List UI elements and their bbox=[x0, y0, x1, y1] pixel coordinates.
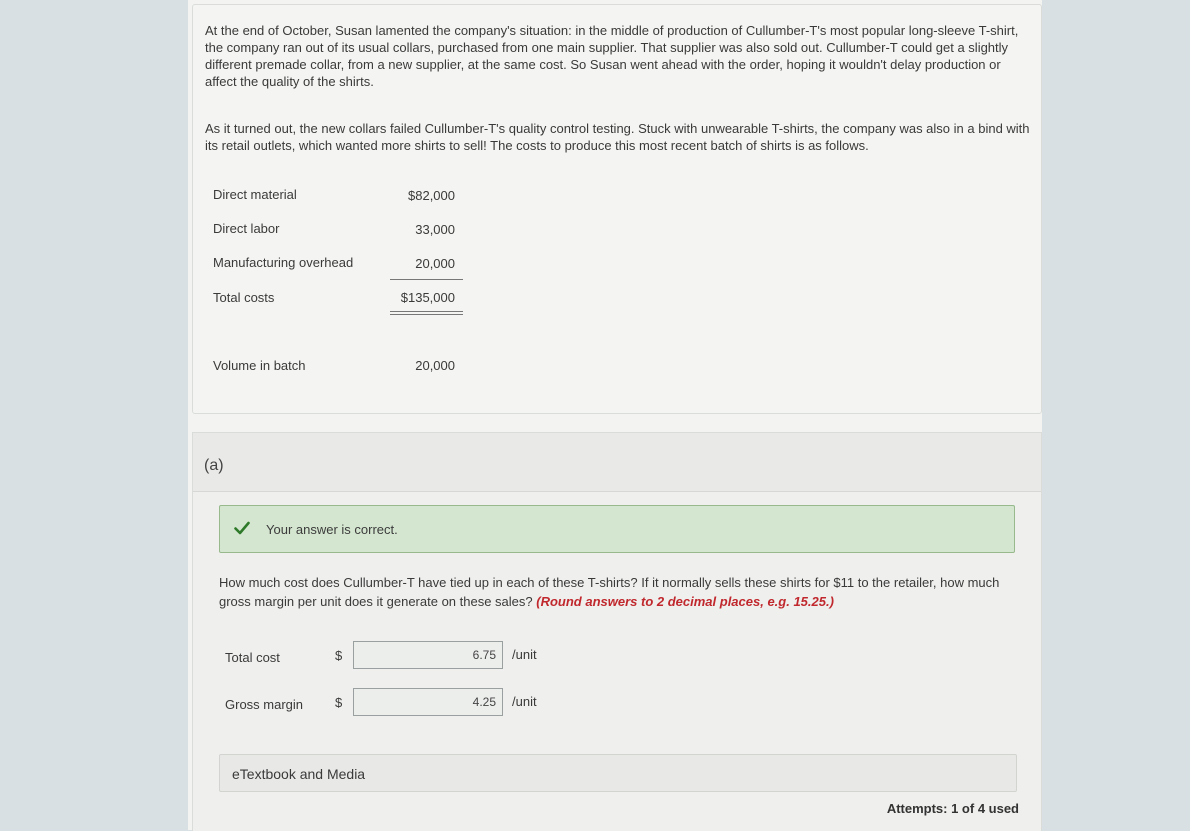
gross-margin-label: Gross margin bbox=[225, 697, 304, 712]
part-header bbox=[193, 433, 1041, 492]
question-text bbox=[219, 573, 1019, 611]
cost-label-total-costs: Total costs bbox=[213, 290, 275, 305]
feedback-text: Your answer is correct. bbox=[266, 522, 398, 537]
question-body: How much cost does Cullumber-T have tied up in each of these T-shirts? If it normally sells these shirts for $11 to the retailer, how much gross margin per unit does it generate on these sales? bbox=[219, 575, 1000, 609]
cost-label-direct-material: Direct material bbox=[213, 187, 297, 202]
scenario-paragraph-1: At the end of October, Susan lamented the company's situation: in the middle of production of Cullumber-T's most popular long-sleeve T-shirt, the company ran out of its usual collars, purchased from one main supplier. That supplier was also sold out. Cullumber-T could get a slightly different premade collar, from a new supplier, at the same cost. So Susan went ahead with the order, hoping it wouldn't delay production or affect the quality of the shirts. bbox=[205, 23, 1019, 89]
attempts-counter: Attempts: 1 of 4 used bbox=[886, 801, 1019, 816]
etextbook-label: eTextbook and Media bbox=[232, 766, 366, 782]
etextbook-media-link[interactable] bbox=[219, 754, 1017, 792]
cost-value-direct-material: $82,000 bbox=[408, 188, 455, 203]
total-cost-label: Total cost bbox=[225, 650, 280, 665]
cost-label-direct-labor: Direct labor bbox=[213, 221, 280, 236]
part-label: (a) bbox=[204, 457, 224, 474]
cost-value-total-costs: $135,000 bbox=[400, 290, 455, 305]
rounding-hint: (Round answers to 2 decimal places, e.g. 15.25.) bbox=[536, 594, 834, 609]
total-double-rule-top bbox=[390, 311, 463, 312]
correct-answer-banner bbox=[219, 505, 1015, 553]
cost-value-volume-in-batch: 20,000 bbox=[415, 358, 455, 373]
subtotal-rule bbox=[390, 279, 463, 280]
assignment-page bbox=[188, 0, 1042, 830]
cost-label-manufacturing-overhead: Manufacturing overhead bbox=[213, 255, 354, 270]
total-cost-input[interactable] bbox=[353, 641, 503, 669]
cost-label-volume-in-batch: Volume in batch bbox=[213, 358, 306, 373]
gross-margin-input[interactable] bbox=[353, 688, 503, 716]
cost-value-manufacturing-overhead: 20,000 bbox=[415, 256, 455, 271]
checkmark-icon bbox=[234, 520, 250, 536]
scenario-paragraph-2: As it turned out, the new collars failed Cullumber-T's quality control testing. Stuck with unwearable T-shirts, the company was also in a bind with its retail outlets, which wanted more shirts to sell! The costs to produce this most recent batch of shirts is as follows. bbox=[205, 121, 1030, 153]
total-double-rule-bottom bbox=[390, 314, 463, 315]
question-part-a bbox=[192, 432, 1042, 831]
total-cost-unit: /unit bbox=[512, 647, 537, 662]
cost-value-direct-labor: 33,000 bbox=[415, 222, 455, 237]
total-cost-currency: $ bbox=[335, 648, 343, 663]
gross-margin-unit: /unit bbox=[512, 694, 537, 709]
gross-margin-currency: $ bbox=[335, 695, 343, 710]
scenario-panel bbox=[192, 4, 1042, 414]
